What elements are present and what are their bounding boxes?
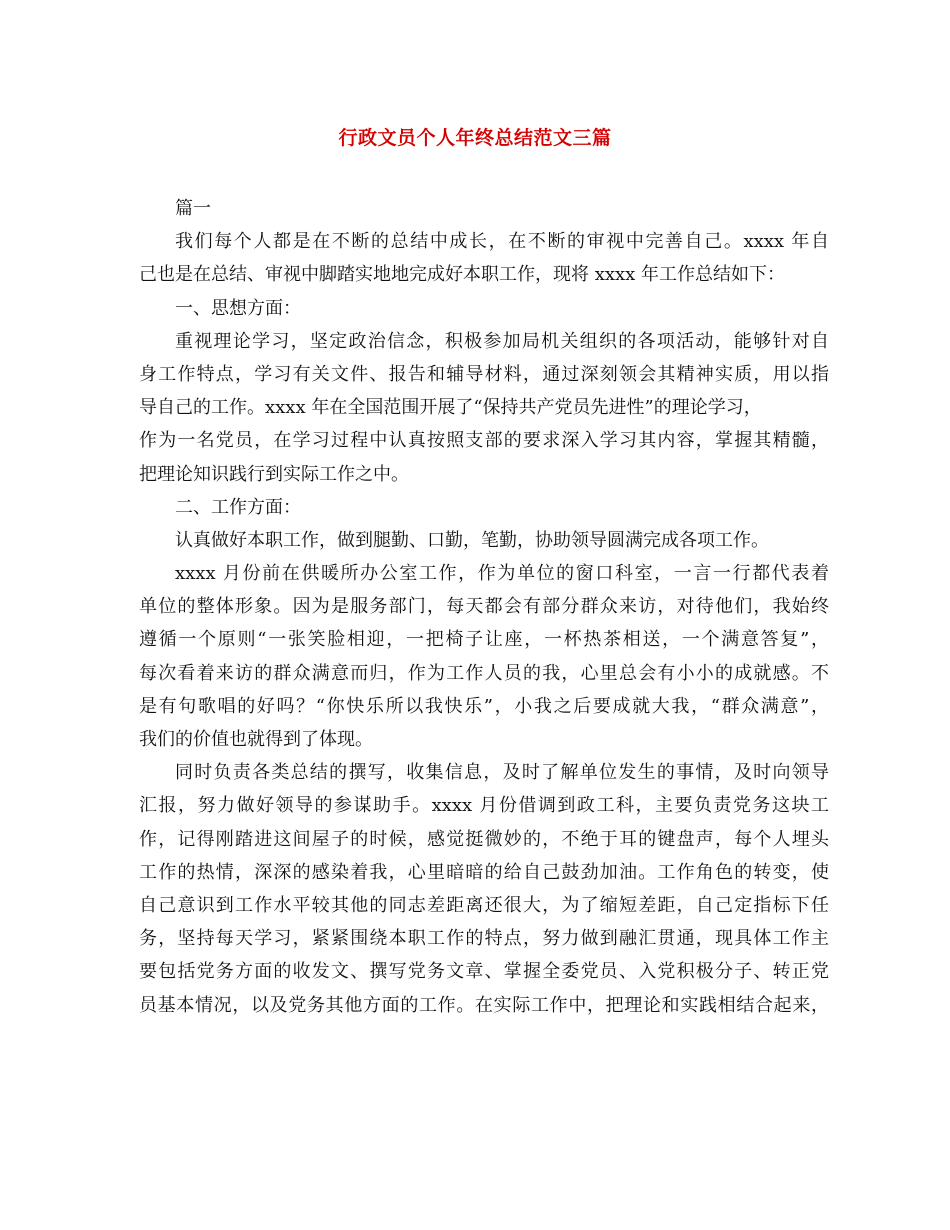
text-line: 务，坚持每天学习，紧紧围绕本职工作的特点，努力做到融汇贯通，现具体工作主: [139, 928, 829, 950]
text-line: 把理论知识践行到实际工作之中。: [139, 463, 409, 485]
document-body: [139, 192, 829, 1022]
text-line: 篇一: [175, 198, 211, 219]
text-line: 我们的价值也就得到了体现。: [139, 729, 373, 750]
text-line: xxxx 月份前在供暖所办公室工作，作为单位的窗口科室，一言一行都代表着: [175, 563, 829, 585]
text-line: 己也是在总结、审视中脚踏实地地完成好本职工作，现将 xxxx 年工作总结如下：: [139, 264, 786, 286]
text-line: 汇报，努力做好领导的参谋助手。xxxx 月份借调到政工科，主要负责党务这块工: [139, 795, 829, 817]
text-line: 同时负责各类总结的撰写，收集信息，及时了解单位发生的事情，及时向领导: [175, 762, 829, 784]
text-line: 导自己的工作。xxxx 年在全国范围开展了“保持共产党员先进性”的理论学习，: [139, 397, 762, 419]
text-line: 一、思想方面：: [175, 297, 301, 319]
text-line: 我们每个人都是在不断的总结中成长，在不断的审视中完善自己。xxxx 年自: [175, 231, 829, 253]
text-line: 身工作特点，学习有关文件、报告和辅导材料，通过深刻领会其精神实质，用以指: [139, 363, 829, 385]
text-line: 重视理论学习，坚定政治信念，积极参加局机关组织的各项活动，能够针对自: [175, 330, 829, 352]
text-line: 遵循一个原则“一张笑脸相迎，一把椅子让座，一杯热茶相送，一个满意答复”，: [139, 629, 829, 651]
text-line: 员基本情况，以及党务其他方面的工作。在实际工作中，把理论和实践相结合起来，: [139, 994, 829, 1016]
text-line: 作为一名党员，在学习过程中认真按照支部的要求深入学习其内容，掌握其精髓，: [139, 430, 829, 452]
text-line: 要包括党务方面的收发文、撰写党务文章、掌握全委党员、入党积极分子、转正党: [139, 961, 829, 983]
text-line: 自己意识到工作水平较其他的同志差距离还很大，为了缩短差距，自己定指标下任: [139, 894, 829, 916]
text-line: 单位的整体形象。因为是服务部门，每天都会有部分群众来访，对待他们，我始终: [139, 596, 829, 618]
document-title: 行政文员个人年终总结范文三篇: [338, 127, 612, 149]
text-line: 是有句歌唱的好吗？“你快乐所以我快乐”，小我之后要成就大我，“群众满意”，: [139, 695, 829, 717]
text-line: 每次看着来访的群众满意而归，作为工作人员的我，心里总会有小小的成就感。不: [139, 662, 829, 684]
text-line: 二、工作方面：: [175, 496, 301, 518]
text-line: 作，记得刚踏进这间屋子的时候，感觉挺微妙的，不绝于耳的键盘声，每个人埋头: [139, 828, 829, 850]
text-line: 认真做好本职工作，做到腿勤、口勤，笔勤，协助领导圆满完成各项工作。: [175, 529, 769, 551]
text-line: 工作的热情，深深的感染着我，心里暗暗的给自己鼓劲加油。工作角色的转变，使: [139, 861, 829, 883]
